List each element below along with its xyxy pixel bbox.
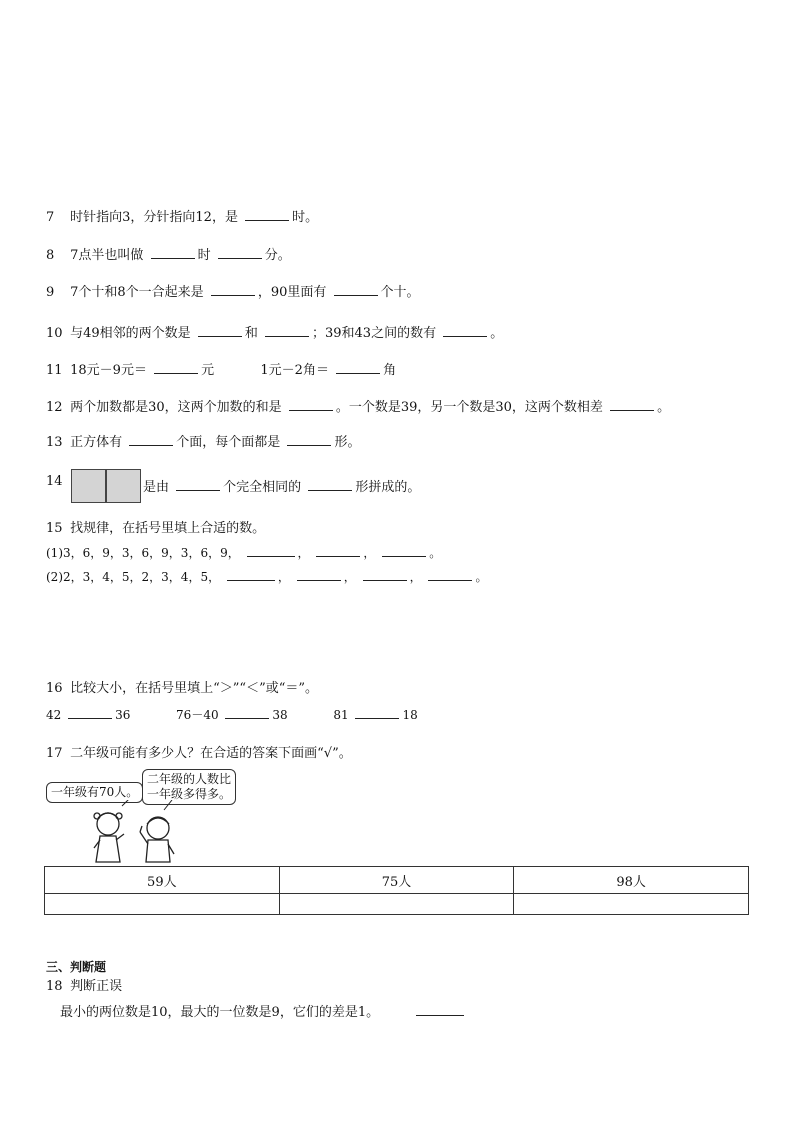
question-12 xyxy=(46,397,670,417)
question-number: 13 xyxy=(46,435,63,450)
answer-blank[interactable] xyxy=(416,1002,464,1016)
question-title: 二年级可能有多少人？在合适的答案下面画“√”。 xyxy=(70,746,352,761)
sequence-text: (1)3，6，9，3，6，9，3，6，9， xyxy=(46,546,240,560)
answer-blank[interactable] xyxy=(176,477,220,491)
question-number: 8 xyxy=(46,248,55,263)
answer-blank[interactable] xyxy=(355,705,399,719)
answer-blank[interactable] xyxy=(443,323,487,337)
answer-blank[interactable] xyxy=(151,245,195,259)
question-number: 12 xyxy=(46,400,63,415)
statement-text: 最小的两位数是10，最大的一位数是9，它们的差是1。 xyxy=(60,1005,380,1020)
two-squares-figure xyxy=(71,469,143,503)
answer-blank[interactable] xyxy=(363,567,407,581)
question-text: 。 xyxy=(657,400,671,415)
answer-blank[interactable] xyxy=(287,432,331,446)
question-number: 14 xyxy=(46,474,63,489)
answer-blank[interactable] xyxy=(225,705,269,719)
question-title: 找规律，在括号里填上合适的数。 xyxy=(70,521,266,536)
question-number: 16 xyxy=(46,681,63,696)
question-text: 与49相邻的两个数是 xyxy=(70,326,191,341)
question-text: ；39和43之间的数有 xyxy=(311,326,437,341)
compare-left: 42 xyxy=(46,708,62,722)
question-13 xyxy=(46,432,360,452)
question-title: 比较大小，在括号里填上“＞”“＜”或“＝”。 xyxy=(70,681,319,696)
boy-figure xyxy=(140,817,174,862)
checkmark-cell[interactable] xyxy=(279,894,514,915)
question-16 xyxy=(46,680,318,698)
square-right xyxy=(106,469,141,503)
answer-blank[interactable] xyxy=(68,705,112,719)
separator: 。 xyxy=(475,570,488,584)
question-text: 时。 xyxy=(292,210,319,225)
bubble-text: 一年级有70人。 xyxy=(51,785,139,799)
answer-blank[interactable] xyxy=(154,360,198,374)
question-text: 是由 xyxy=(143,480,170,495)
question-text: 时针指向3，分针指向12，是 xyxy=(70,210,238,225)
question-number: 9 xyxy=(46,285,55,300)
separator: ， xyxy=(363,546,376,560)
section-heading: 三、判断题 xyxy=(46,960,107,974)
answer-blank[interactable] xyxy=(218,245,262,259)
question-number: 7 xyxy=(46,210,55,225)
question-text: 18元－9元＝ xyxy=(70,363,147,378)
question-number: 18 xyxy=(46,979,63,994)
question-text: 。 xyxy=(490,326,504,341)
question-text: 两个加数都是30，这两个加数的和是 xyxy=(70,400,282,415)
square-left xyxy=(71,469,106,503)
answer-row xyxy=(45,894,749,915)
question-17 xyxy=(46,745,352,763)
checkmark-cell[interactable] xyxy=(45,894,280,915)
compare-left: 81 xyxy=(333,708,349,722)
answer-blank[interactable] xyxy=(247,543,295,557)
question-number: 10 xyxy=(46,326,63,341)
children-illustration xyxy=(80,800,190,866)
question-number: 17 xyxy=(46,746,63,761)
question-15-part-1 xyxy=(46,543,441,562)
question-text: 形拼成的。 xyxy=(355,480,421,495)
question-18-statement xyxy=(60,1002,467,1022)
answer-blank[interactable] xyxy=(211,282,255,296)
question-8 xyxy=(46,245,291,265)
answer-blank[interactable] xyxy=(297,567,341,581)
question-16-comparisons xyxy=(46,705,418,724)
compare-left: 76－40 xyxy=(176,708,219,722)
sequence-text: (2)2，3，4，5，2，3，4，5， xyxy=(46,570,221,584)
question-text: 1元－2角＝ xyxy=(260,363,329,378)
question-text: 和 xyxy=(244,326,258,341)
question-text: 角 xyxy=(383,363,397,378)
answer-choice-table xyxy=(44,866,749,915)
answer-blank[interactable] xyxy=(245,207,289,221)
answer-blank[interactable] xyxy=(227,567,275,581)
question-text: 7点半也叫做 xyxy=(70,248,144,263)
separator: ， xyxy=(277,570,290,584)
checkmark-cell[interactable] xyxy=(514,894,749,915)
separator: ， xyxy=(297,546,310,560)
answer-blank[interactable] xyxy=(129,432,173,446)
question-15 xyxy=(46,520,265,538)
options-row xyxy=(45,867,749,894)
question-14-number xyxy=(46,473,66,491)
question-18 xyxy=(46,978,122,996)
answer-blank[interactable] xyxy=(382,543,426,557)
question-14 xyxy=(143,477,420,497)
separator: ， xyxy=(343,570,356,584)
question-15-part-2 xyxy=(46,567,487,586)
separator: 。 xyxy=(429,546,442,560)
question-text: ，90里面有 xyxy=(257,285,327,300)
question-text: 正方体有 xyxy=(70,435,123,450)
question-text: 元 xyxy=(201,363,215,378)
question-9 xyxy=(46,282,420,302)
answer-blank[interactable] xyxy=(308,477,352,491)
question-text: 个面，每个面都是 xyxy=(176,435,281,450)
answer-blank[interactable] xyxy=(316,543,360,557)
girl-figure xyxy=(94,813,124,862)
bubble-text: 二年级的人数比 xyxy=(147,772,232,786)
compare-right: 38 xyxy=(272,708,288,722)
question-11 xyxy=(46,360,396,380)
question-text: 7个十和8个一合起来是 xyxy=(70,285,204,300)
question-text: 形。 xyxy=(334,435,361,450)
option-cell: 98人 xyxy=(514,867,749,894)
bubble-text: 一年级多得多。 xyxy=(147,787,232,801)
answer-blank[interactable] xyxy=(428,567,472,581)
question-text: 个十。 xyxy=(380,285,420,300)
question-number: 15 xyxy=(46,521,63,536)
separator: ， xyxy=(409,570,422,584)
question-7 xyxy=(46,207,318,227)
answer-blank[interactable] xyxy=(610,397,654,411)
question-text: 时 xyxy=(197,248,211,263)
option-cell: 75人 xyxy=(279,867,514,894)
question-10 xyxy=(46,323,503,343)
compare-right: 36 xyxy=(115,708,131,722)
answer-blank[interactable] xyxy=(336,360,380,374)
answer-blank[interactable] xyxy=(198,323,242,337)
answer-blank[interactable] xyxy=(289,397,333,411)
compare-right: 18 xyxy=(402,708,418,722)
answer-blank[interactable] xyxy=(334,282,378,296)
question-title: 判断正误 xyxy=(70,979,123,994)
question-text: 分。 xyxy=(264,248,291,263)
answer-blank[interactable] xyxy=(265,323,309,337)
option-cell: 59人 xyxy=(45,867,280,894)
question-text: 个完全相同的 xyxy=(223,480,302,495)
question-text: 。一个数是39，另一个数是30，这两个数相差 xyxy=(335,400,603,415)
question-number: 11 xyxy=(46,363,63,378)
